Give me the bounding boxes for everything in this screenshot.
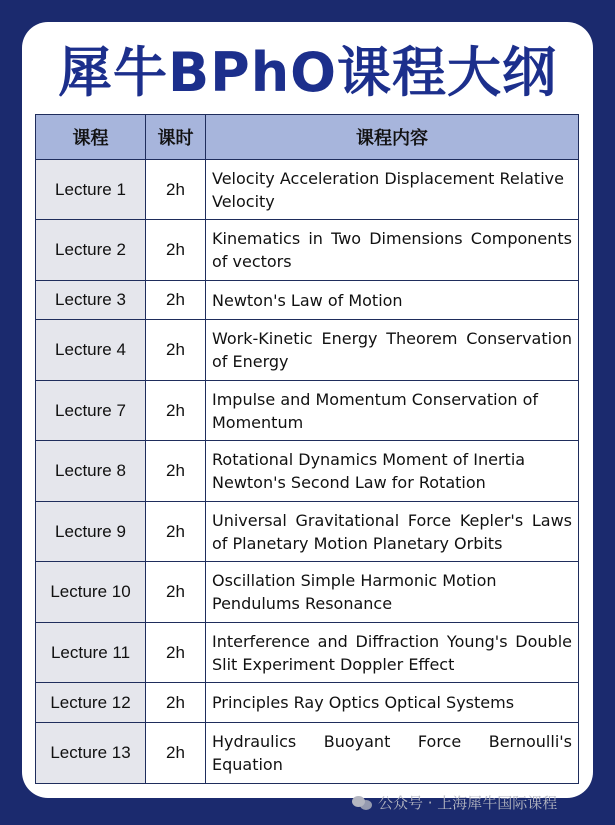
table-row	[36, 320, 579, 381]
lecture-cell: Lecture 7	[36, 381, 146, 441]
lecture-cell: Lecture 12	[36, 683, 146, 723]
lecture-cell: Lecture 1	[36, 160, 146, 220]
content-cell: Impulse and Momentum Conservation of Momentum	[206, 381, 579, 441]
syllabus-table	[35, 114, 579, 784]
table-row	[36, 381, 579, 441]
header-course: 课程	[36, 115, 146, 160]
hours-cell: 2h	[146, 441, 206, 502]
table-row	[36, 160, 579, 220]
hours-cell: 2h	[146, 683, 206, 723]
content-cell: Hydraulics Buoyant Force Bernoulli's Equation	[206, 723, 579, 784]
lecture-cell: Lecture 11	[36, 623, 146, 683]
hours-cell: 2h	[146, 281, 206, 320]
hours-cell: 2h	[146, 220, 206, 281]
table-row	[36, 281, 579, 320]
hours-cell: 2h	[146, 320, 206, 381]
table-row	[36, 502, 579, 562]
lecture-cell: Lecture 2	[36, 220, 146, 281]
table-row	[36, 723, 579, 784]
watermark-text: 公众号 · 上海犀牛国际课程	[378, 794, 558, 812]
table-row	[36, 623, 579, 683]
lecture-cell: Lecture 10	[36, 562, 146, 623]
table-row	[36, 441, 579, 502]
lecture-cell: Lecture 3	[36, 281, 146, 320]
hours-cell: 2h	[146, 160, 206, 220]
content-cell: Principles Ray Optics Optical Systems	[206, 683, 579, 723]
wechat-icon	[352, 795, 372, 811]
table-header-row	[36, 115, 579, 160]
content-cell: Rotational Dynamics Moment of Inertia Newton's Second Law for Rotation	[206, 441, 579, 502]
lecture-cell: Lecture 9	[36, 502, 146, 562]
table-row	[36, 220, 579, 281]
page-title: 犀牛BPhO课程大纲	[57, 41, 558, 104]
content-cell: Velocity Acceleration Displacement Relative Velocity	[206, 160, 579, 220]
content-cell: Universal Gravitational Force Kepler's Laws of Planetary Motion Planetary Orbits	[206, 502, 579, 562]
content-cell: Interference and Diffraction Young's Double Slit Experiment Doppler Effect	[206, 623, 579, 683]
header-content: 课程内容	[206, 115, 579, 160]
header-hours: 课时	[146, 115, 206, 160]
hours-cell: 2h	[146, 623, 206, 683]
content-cell: Kinematics in Two Dimensions Components of vectors	[206, 220, 579, 281]
hours-cell: 2h	[146, 502, 206, 562]
table-row	[36, 562, 579, 623]
content-cell: Newton's Law of Motion	[206, 281, 579, 320]
hours-cell: 2h	[146, 381, 206, 441]
content-cell: Oscillation Simple Harmonic Motion Pendulums Resonance	[206, 562, 579, 623]
lecture-cell: Lecture 13	[36, 723, 146, 784]
hours-cell: 2h	[146, 562, 206, 623]
lecture-cell: Lecture 4	[36, 320, 146, 381]
lecture-cell: Lecture 8	[36, 441, 146, 502]
content-cell: Work-Kinetic Energy Theorem Conservation of Energy	[206, 320, 579, 381]
table-row	[36, 683, 579, 723]
hours-cell: 2h	[146, 723, 206, 784]
watermark	[352, 792, 557, 813]
